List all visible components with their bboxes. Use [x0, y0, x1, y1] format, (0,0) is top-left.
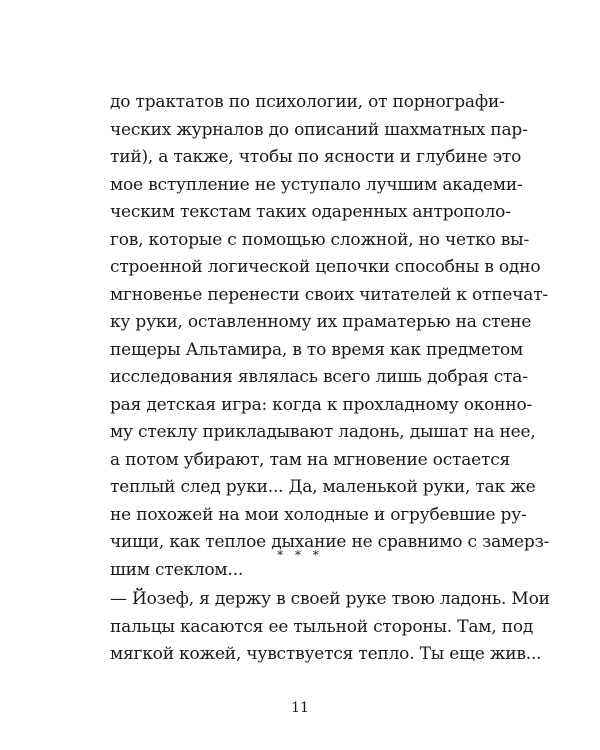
- text-line: гов, которые с помощью сложной, но четко вы-: [110, 229, 529, 250]
- text-line: исследования являлась всего лишь добрая ста-: [110, 367, 528, 387]
- text-line: теплый след руки... Да, маленькой руки, так же: [110, 477, 536, 497]
- text-line: рая детская игра: когда к прохладному оконно-: [110, 394, 533, 415]
- text-line: мягкой кожей, чувствуется тепло. Ты еще жив...: [110, 644, 542, 664]
- text-line: до трактатов по психологии, от порнографи-: [110, 92, 505, 112]
- text-line: чищи, как теплое дыхание не сравнимо с замерз-: [110, 532, 550, 552]
- text-line: тий), а также, чтобы по ясности и глубине это: [110, 147, 522, 167]
- text-line: мое вступление не уступало лучшим академи-: [110, 174, 523, 195]
- section-separator: * * *: [277, 548, 323, 562]
- text-line: ку руки, оставленному их праматерью на стене: [110, 312, 532, 332]
- paragraph-1: [110, 89, 550, 584]
- text-line: пещеры Альтамира, в то время как предметом: [110, 339, 524, 360]
- text-line: — Йозеф, я держу в своей руке твою ладонь. Мои: [110, 589, 550, 609]
- text-line: мгновенье перенести своих читателей к отпечат-: [110, 284, 548, 305]
- text-line: пальцы касаются ее тыльной стороны. Там, под: [110, 616, 534, 637]
- page-number: 11: [291, 700, 309, 716]
- text-line: строенной логической цепочки способны в одно: [110, 257, 541, 277]
- text-line: не похожей на мои холодные и огрубевшие ру-: [110, 504, 527, 525]
- text-line: му стеклу прикладывают ладонь, дышат на нее,: [110, 422, 536, 442]
- text-line: шим стеклом...: [110, 559, 244, 580]
- text-line: ческим текстам таких одаренных антрополо-: [110, 202, 511, 222]
- text-line: ческих журналов до описаний шахматных пар-: [110, 119, 528, 140]
- text-line: а потом убирают, там на мгновение остается: [110, 449, 511, 470]
- paragraph-2: [110, 586, 550, 669]
